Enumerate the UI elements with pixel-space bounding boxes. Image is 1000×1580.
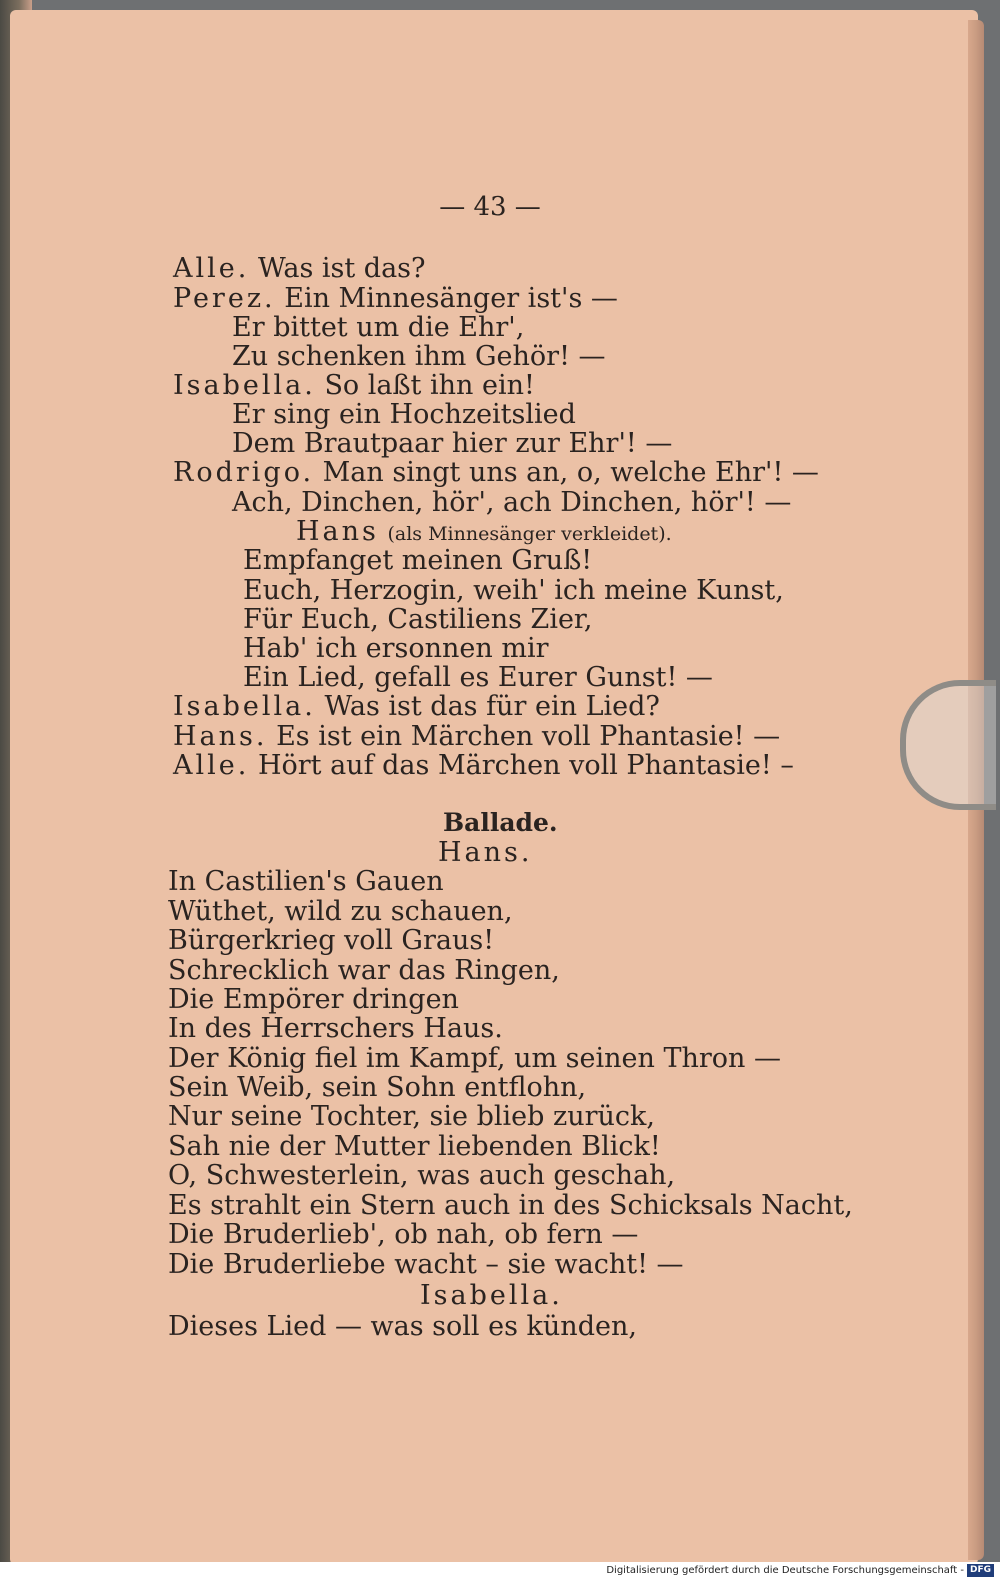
dialogue-line [173,254,426,284]
dialogue-line: Für Euch, Castiliens Zier, [243,604,593,635]
dialogue-line: Hab' ich ersonnen mir [243,633,549,664]
speaker: Rodrigo. [173,457,315,488]
page-number: — 43 — [439,192,541,222]
reply-speaker: Isabella. [420,1280,563,1311]
speaker: Hans [296,516,379,547]
dialogue-line [173,371,535,401]
speaker: Hans. [173,721,268,752]
dialogue-line: Zu schenken ihm Gehör! — [232,341,606,372]
verse-line: Der König fiel im Kampf, um seinen Thron — [168,1043,781,1074]
speaker: Alle. [173,253,250,284]
verse-line: In Castilien's Gauen [168,866,444,897]
digitization-footer [0,1562,1000,1580]
verse-line: Wüthet, wild zu schauen, [168,896,513,927]
dialogue-line [173,284,618,314]
dialogue-line: Ein Lied, gefall es Eurer Gunst! — [243,662,713,693]
dialogue-line: Er bittet um die Ehr', [232,312,525,343]
speaker: Isabella. [173,691,316,722]
ballade-singer: Hans. [438,837,533,868]
line-text: Ein Minnesänger ist's — [284,283,618,314]
verse-line: Es strahlt ein Stern auch in des Schicksals Nacht, [168,1190,853,1221]
verse-line: In des Herrschers Haus. [168,1013,503,1044]
verse-line: Die Empörer dringen [168,984,459,1015]
line-text: Es ist ein Märchen voll Phantasie! — [276,721,781,752]
dialogue-line [173,722,780,752]
speaker: Isabella. [173,370,316,401]
line-text: Hört auf das Märchen voll Phantasie! – [257,750,794,781]
verse-line: Sein Weib, sein Sohn entflohn, [168,1072,587,1103]
ballade-title: Ballade. [443,808,558,837]
dfg-logo: DFG [967,1564,994,1577]
verse-line: Sah nie der Mutter liebenden Blick! [168,1131,661,1162]
dialogue-line [173,751,794,781]
verse-line: Bürgerkrieg voll Graus! [168,925,495,956]
speaker: Perez. [173,283,276,314]
line-text: Was ist das für ein Lied? [324,691,660,722]
dialogue-line [173,458,819,488]
dialogue-line: Dem Brautpaar hier zur Ehr'! — [232,428,673,459]
line-text: So laßt ihn ein! [324,370,535,401]
dialogue-line: Empfanget meinen Gruß! [243,545,593,576]
verse-line: Nur seine Tochter, sie blieb zurück, [168,1101,655,1132]
line-text: Was ist das? [257,253,426,284]
verse-line: Dieses Lied — was soll es künden, [168,1311,637,1342]
dialogue-line: Er sing ein Hochzeitslied [232,399,576,430]
speaker: Alle. [173,750,250,781]
verse-line: Die Bruderlieb', ob nah, ob fern — [168,1219,639,1250]
dialogue-line: Ach, Dinchen, hör', ach Dinchen, hör'! — [232,487,792,518]
stage-direction: (als Minnesänger verkleidet). [387,523,672,545]
verse-line: Schrecklich war das Ringen, [168,955,560,986]
verse-line: O, Schwesterlein, was auch geschah, [168,1160,676,1191]
line-text: Man singt uns an, o, welche Ehr'! — [322,457,819,488]
footer-text: Digitalisierung gefördert durch die Deutsche Forschungsgemeinschaft - [606,1565,964,1576]
dialogue-line [173,692,660,722]
dialogue-line: Euch, Herzogin, weih' ich meine Kunst, [243,575,784,606]
verse-line: Die Bruderliebe wacht – sie wacht! — [168,1249,684,1280]
